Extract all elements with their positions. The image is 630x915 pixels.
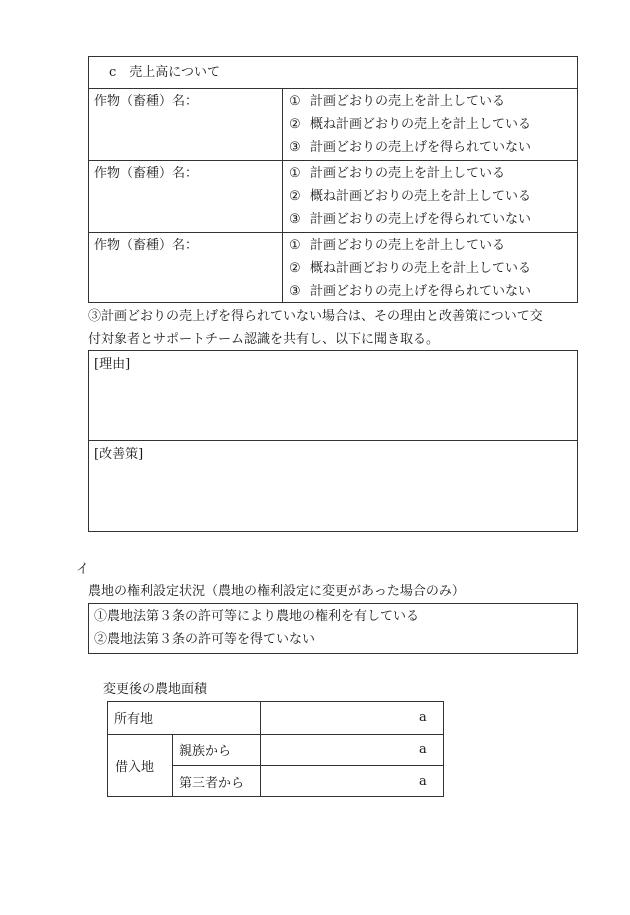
sales-option[interactable]: ③ 計画どおりの売上げを得られていない [289, 140, 532, 155]
relatives-area-input[interactable] [261, 735, 443, 765]
note-line-2: 付対象者とサポートチーム認識を共有し、以下に聞き取る。 [88, 332, 440, 347]
owned-land-label: 所有地 [114, 712, 154, 727]
sales-option[interactable]: ② 概ね計画どおりの売上を計上している [289, 261, 532, 276]
land-rights-option[interactable]: ②農地法第３条の許可等を得ていない [94, 632, 316, 647]
improvement-field[interactable] [89, 441, 577, 531]
sales-option[interactable]: ① 計画どおりの売上を計上している [289, 238, 506, 253]
improvement-label: [改善策] [94, 447, 144, 462]
reason-label: [理由] [94, 357, 131, 372]
crop-name-label: 作物（畜種）名： [94, 94, 199, 109]
area-unit: a [419, 742, 427, 757]
crop-name-label: 作物（畜種）名： [94, 166, 199, 181]
reason-field[interactable] [89, 351, 577, 440]
area-title: 変更後の農地面積 [103, 682, 208, 697]
from-relatives-label: 親族から [179, 744, 232, 759]
note-line-1: ③計画どおりの売上げを得られていない場合は、その理由と改善策について交 [88, 309, 543, 324]
sales-option[interactable]: ③ 計画どおりの売上げを得られていない [289, 212, 532, 227]
third-party-area-input[interactable] [261, 766, 443, 796]
section-marker: イ [76, 562, 90, 577]
sales-option[interactable]: ① 計画どおりの売上を計上している [289, 94, 506, 109]
column-divider [172, 734, 173, 797]
row-divider [88, 160, 578, 161]
area-unit: a [419, 773, 427, 789]
leased-land-label: 借入地 [115, 760, 155, 775]
sales-table-header: c 売上高について [109, 65, 221, 80]
crop-name-label: 作物（畜種）名： [94, 238, 199, 253]
area-unit: a [419, 710, 427, 725]
section-title: 農地の権利設定状況（農地の権利設定に変更があった場合のみ） [88, 584, 465, 599]
from-third-party-label: 第三者から [179, 775, 245, 791]
column-divider [282, 88, 283, 303]
row-divider [88, 232, 578, 233]
sales-option[interactable]: ② 概ね計画どおりの売上を計上している [289, 117, 532, 132]
sales-option[interactable]: ② 概ね計画どおりの売上を計上している [289, 189, 532, 204]
sales-option[interactable]: ① 計画どおりの売上を計上している [289, 166, 506, 181]
sales-option[interactable]: ③ 計画どおりの売上げを得られていない [289, 284, 532, 299]
owned-area-input[interactable] [261, 702, 443, 734]
row-divider [88, 88, 578, 89]
land-rights-option[interactable]: ①農地法第３条の許可等により農地の権利を有している [94, 609, 420, 624]
